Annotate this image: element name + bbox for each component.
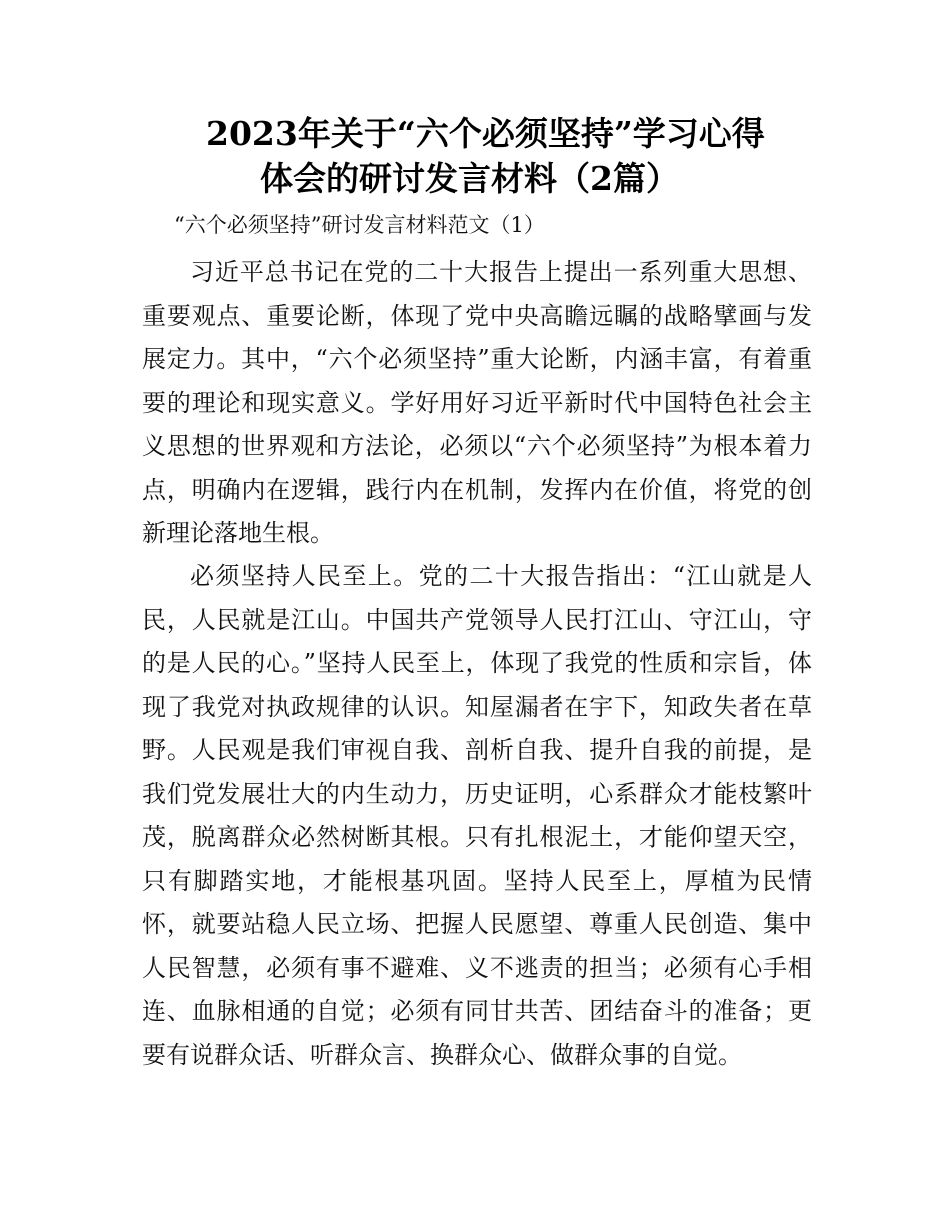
body-paragraph-1: 习近平总书记在党的二十大报告上提出一系列重大思想、重要观点、重要论断，体现了党中央高瞻远瞩的战略擘画与发展定力。其中，“六个必须坚持”重大论断，内涵丰富，有着重要的理论和现实意义。学好用好习近平新时代中国特色社会主义思想的世界观和方法论，必须以“六个必须坚持”为根本着力点，明确内在逻辑，践行内在机制，发挥内在价值，将党的创新理论落地生根。 bbox=[142, 258, 812, 547]
document-title-line-2: 体会的研讨发言材料（2篇） bbox=[260, 159, 679, 198]
document-title-line-1: 2023年关于“六个必须坚持”学习心得 bbox=[206, 114, 765, 153]
body-paragraph-2: 必须坚持人民至上。党的二十大报告指出：“江山就是人民，人民就是江山。中国共产党领导人民打江山、守江山，守的是人民的心。”坚持人民至上，体现了我党的性质和宗旨，体现了我党对执政规律的认识。知屋漏者在宇下，知政失者在草野。人民观是我们审视自我、剖析自我、提升自我的前提，是我们党发展壮大的内生动力，历史证明，心系群众才能枝繁叶茂，脱离群众必然树断其根。只有扎根泥土，才能仰望天空，只有脚踏实地，才能根基巩固。坚持人民至上，厚植为民情怀，就要站稳人民立场、把握人民愿望、尊重人民创造、集中人民智慧，必须有事不避难、义不逃责的担当；必须有心手相连、血脉相通的自觉；必须有同甘共苦、团结奋斗的准备；更要有说群众话、听群众言、换群众心、做群众事的自觉。 bbox=[142, 562, 812, 1069]
section-subtitle: “六个必须坚持”研讨发言材料范文（1） bbox=[174, 213, 545, 237]
